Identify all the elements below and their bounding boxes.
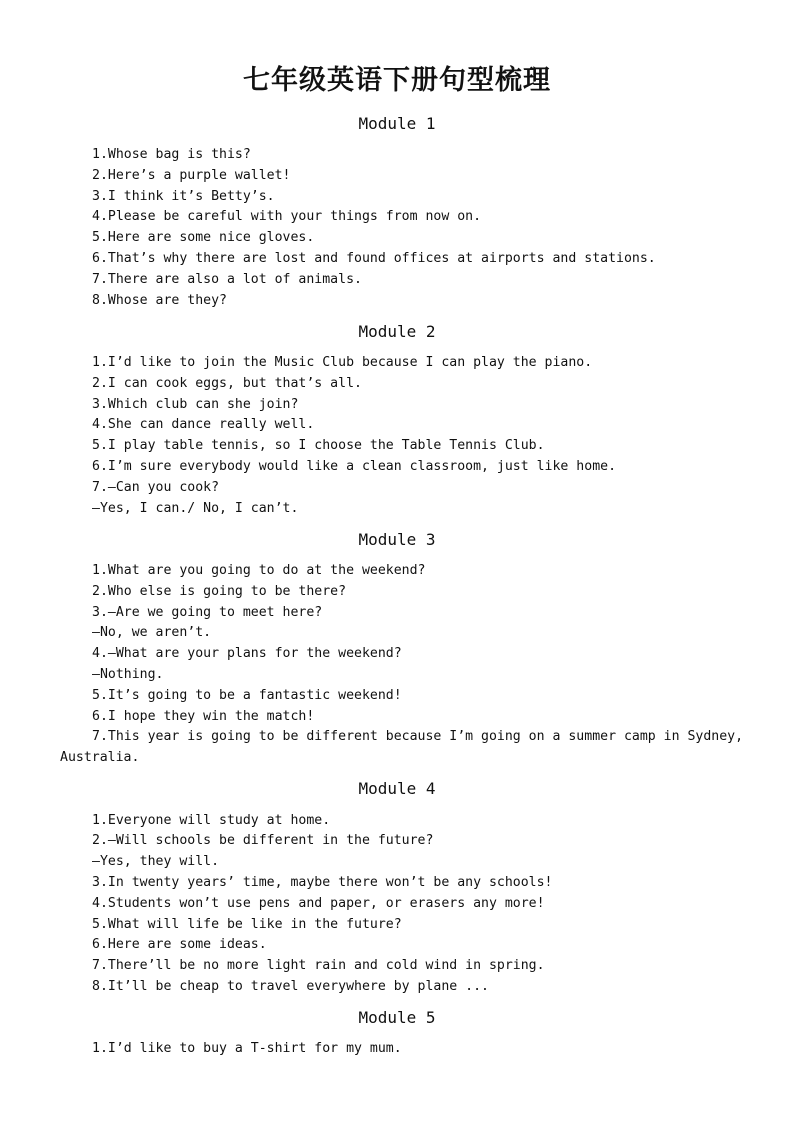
- sentence-line: 3.I think it’s Betty’s.: [92, 189, 275, 204]
- module-heading: Module 5: [358, 1008, 436, 1027]
- sentence-line: 4.—What are your plans for the weekend?: [92, 646, 402, 661]
- sentence-line: 5.Here are some nice gloves.: [92, 230, 315, 245]
- sentence-line: 4.She can dance really well.: [92, 417, 315, 432]
- module-heading: Module 4: [358, 779, 436, 798]
- module-heading: Module 1: [358, 114, 436, 133]
- sentence-line: 2.—Will schools be different in the future?: [92, 833, 434, 848]
- sentence-line: 7.There are also a lot of animals.: [92, 272, 362, 287]
- sentence-line: 7.—Can you cook?: [92, 480, 220, 495]
- sentence-line: 2.Here’s a purple wallet!: [92, 168, 291, 183]
- sentence-line: —No, we aren’t.: [92, 625, 212, 640]
- sentence-line: 6.I’m sure everybody would like a clean classroom, just like home.: [92, 459, 617, 474]
- sentence-line: 8.It’ll be cheap to travel everywhere by plane ...: [92, 979, 489, 994]
- sentence-line: 3.In twenty years’ time, maybe there won’t be any schools!: [92, 875, 553, 890]
- sentence-line: 5.What will life be like in the future?: [92, 917, 402, 932]
- sentence-line: 8.Whose are they?: [92, 293, 227, 308]
- sentence-line: 1.Everyone will study at home.: [92, 813, 331, 828]
- sentence-line: —Nothing.: [92, 667, 164, 682]
- sentence-line: 4.Students won’t use pens and paper, or erasers any more!: [92, 896, 545, 911]
- module-heading: Module 3: [358, 530, 436, 549]
- sentence-line: 1.I’d like to buy a T-shirt for my mum.: [92, 1041, 402, 1056]
- page-title: 七年级英语下册句型梳理: [243, 65, 551, 96]
- sentence-line: 1.What are you going to do at the weekend?: [92, 563, 426, 578]
- sentence-line: 6.Here are some ideas.: [92, 937, 267, 952]
- sentence-line: 7.There’ll be no more light rain and cold wind in spring.: [92, 958, 545, 973]
- sentence-line: 2.Who else is going to be there?: [92, 584, 347, 599]
- sentence-line: 5.I play table tennis, so I choose the Table Tennis Club.: [92, 438, 545, 453]
- sentence-line: 4.Please be careful with your things from now on.: [92, 209, 482, 224]
- sentence-line: 3.—Are we going to meet here?: [92, 605, 323, 620]
- sentence-line: 7.This year is going to be different because I’m going on a summer camp in Sydney,: [92, 729, 744, 744]
- sentence-line: 2.I can cook eggs, but that’s all.: [92, 376, 362, 391]
- module-heading: Module 2: [358, 322, 436, 341]
- sentence-line: 5.It’s going to be a fantastic weekend!: [92, 688, 402, 703]
- sentence-line: 6.I hope they win the match!: [92, 709, 315, 724]
- sentence-line: —Yes, I can./ No, I can’t.: [92, 501, 299, 516]
- sentence-line: 6.That’s why there are lost and found offices at airports and stations.: [92, 251, 656, 266]
- sentence-line: —Yes, they will.: [92, 854, 220, 869]
- sentence-line: 1.Whose bag is this?: [92, 147, 251, 162]
- sentence-line: 3.Which club can she join?: [92, 397, 299, 412]
- sentence-line-continuation: Australia.: [60, 750, 140, 765]
- sentence-line: 1.I’d like to join the Music Club because I can play the piano.: [92, 355, 593, 370]
